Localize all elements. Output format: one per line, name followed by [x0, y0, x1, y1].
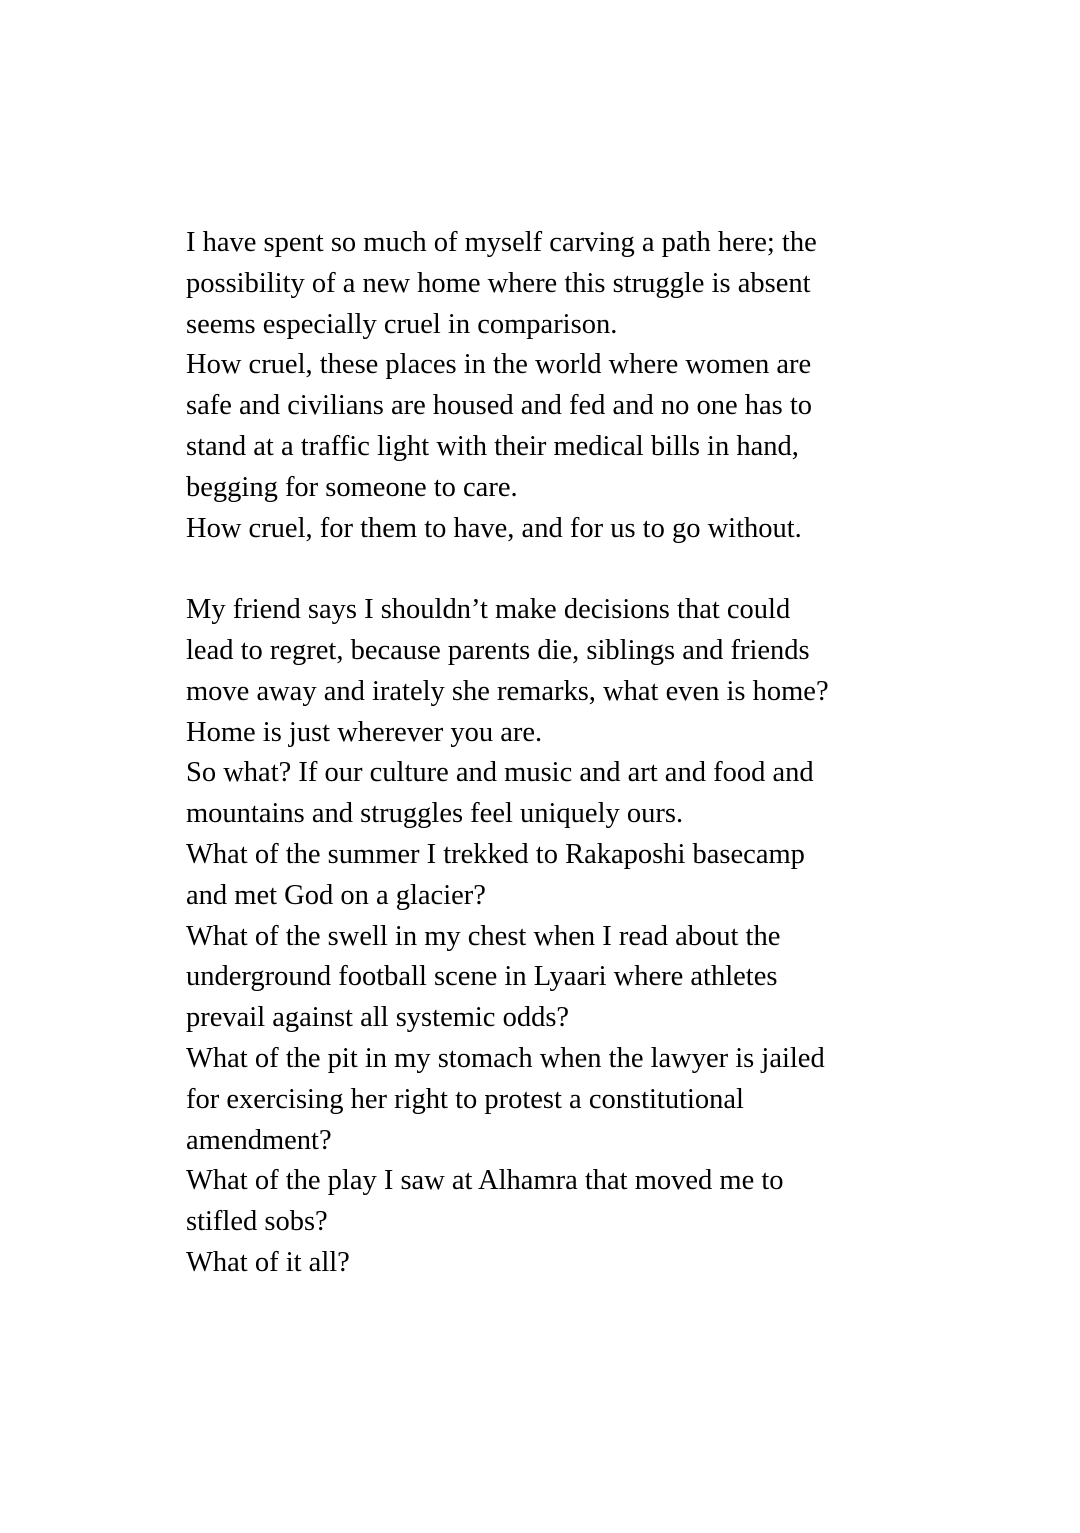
text-line: seems especially cruel in comparison. — [186, 308, 618, 340]
text-line: lead to regret, because parents die, siblings and friends — [186, 634, 810, 666]
text-line: I have spent so much of myself carving a path here; the — [186, 227, 817, 258]
text-line: What of it all? — [186, 1246, 350, 1278]
text-line: for exercising her right to protest a constitutional — [186, 1083, 744, 1115]
text-line: What of the swell in my chest when I read about the — [186, 920, 781, 952]
text-line: and met God on a glacier? — [186, 879, 486, 911]
stanza-1 — [186, 223, 906, 549]
text-line: amendment? — [186, 1124, 332, 1156]
text-line: mountains and struggles feel uniquely ours. — [186, 798, 684, 830]
text-line: What of the play I saw at Alhamra that moved me to — [186, 1165, 784, 1197]
poem-text — [186, 223, 906, 1284]
text-line: So what? If our culture and music and art and food and — [186, 757, 814, 789]
text-line: move away and irately she remarks, what even is home? — [186, 675, 829, 707]
text-line: stand at a traffic light with their medical bills in hand, — [186, 430, 799, 462]
text-line: Home is just wherever you are. — [186, 716, 543, 748]
stanza-break — [186, 549, 906, 590]
text-line: How cruel, these places in the world where women are — [186, 349, 812, 381]
text-line: My friend says I shouldn’t make decisions that could — [186, 594, 791, 626]
text-line: safe and civilians are housed and fed and no one has to — [186, 390, 812, 422]
text-line: What of the pit in my stomach when the lawyer is jailed — [186, 1042, 825, 1074]
text-line: underground football scene in Lyaari where athletes — [186, 961, 778, 993]
stanza-2 — [186, 590, 906, 1284]
text-line: stifled sobs? — [186, 1206, 328, 1238]
text-line: begging for someone to care. — [186, 471, 518, 503]
text-line: possibility of a new home where this struggle is absent — [186, 267, 811, 299]
text-line: prevail against all systemic odds? — [186, 1002, 570, 1034]
text-line: How cruel, for them to have, and for us to go without. — [186, 512, 802, 544]
text-line: What of the summer I trekked to Rakaposhi basecamp — [186, 838, 805, 870]
